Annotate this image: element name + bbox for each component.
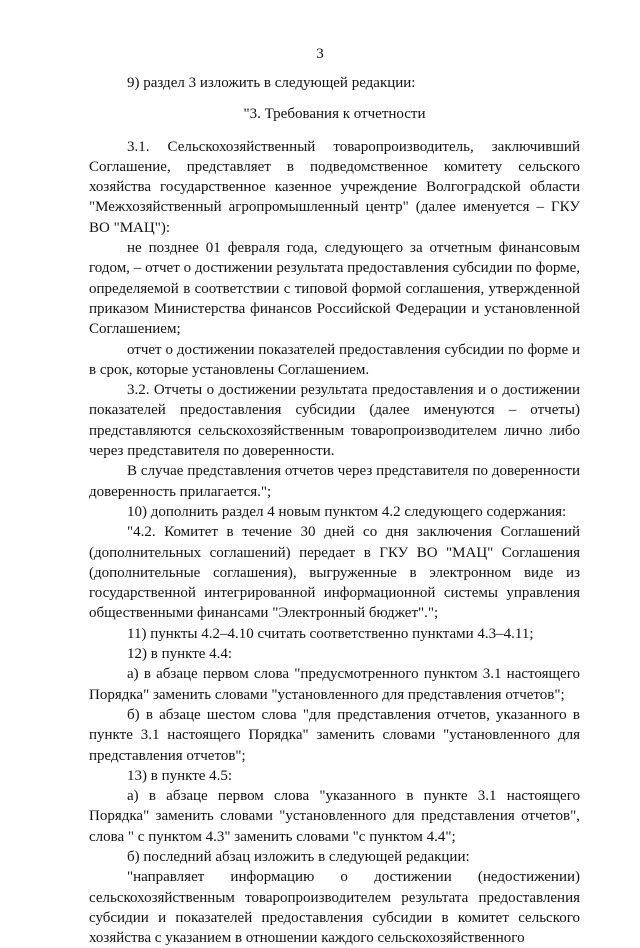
clause-3-1-report-indicators: отчет о достижении показателей предоставления субсидии по форме и в срок, которые установлены Соглашением. — [89, 341, 580, 378]
clause-3-1: 3.1. Сельскохозяйственный товаропроизводитель, заключивший Соглашение, представляет в подведомственное комитету сельского хозяйства государственное казенное учреждение Волгоградской области "Межхозяйственный агропромышленный центр" (далее именуется – ГКУ ВО "МАЦ"): — [89, 138, 580, 236]
amendment-item-11: 11) пункты 4.2–4.10 считать соответственно пунктами 4.3–4.11; — [127, 625, 534, 642]
amendment-13-b: б) последний абзац изложить в следующей редакции: — [127, 848, 470, 865]
clause-4-2: "4.2. Комитет в течение 30 дней со дня заключения Соглашений (дополнительных соглашений) передает в ГКУ ВО "МАЦ" Соглашения (дополнительные соглашения), выгруженные в электронном виде из государственной интегрированной информационной системы управления общественными финансами "Электронный бюджет"."; — [89, 524, 580, 622]
amendment-13-b-text: "направляет информацию о достижении (недостижении) сельскохозяйственным товаропроизводителем результата предоставления субсидии и показателей предоставления субсидии в комитет сельского хозяйства с указанием в отношении каждого сельскохозяйственного — [89, 869, 580, 947]
clause-3-2-proxy: В случае представления отчетов через представителя по доверенности доверенность прилагается."; — [89, 463, 580, 500]
page-number: 3 — [316, 46, 324, 62]
amendment-item-9: 9) раздел 3 изложить в следующей редакции: — [127, 75, 416, 91]
amendment-item-10: 10) дополнить раздел 4 новым пунктом 4.2 следующего содержания: — [127, 503, 567, 520]
section-heading: "3. Требования к отчетности — [243, 106, 426, 123]
clause-3-1-report-result: не позднее 01 февраля года, следующего за отчетным финансовым годом, – отчет о достижении результата предоставления субсидии по форме, определяемой в соответствии с типовой формой соглашения, утвержденной приказом Министерства финансов Российской Федерации и установленной Соглашением; — [89, 240, 580, 338]
amendment-13-a: а) в абзаце первом слова "указанного в пункте 3.1 настоящего Порядка" заменить словами "установленного для представления отчетов", слова " с пунктом 4.3" заменить словами "с пунктом 4.4"; — [89, 788, 580, 845]
amendment-item-13: 13) в пункте 4.5: — [127, 767, 233, 784]
clause-3-2: 3.2. Отчеты о достижении результата предоставления и о достижении показателей предоставления субсидии (далее именуются – отчеты) представляются сельскохозяйственным товаропроизводителем лично либо через представителя по доверенности. — [89, 382, 580, 460]
amendment-item-12: 12) в пункте 4.4: — [127, 646, 233, 663]
amendment-12-a: а) в абзаце первом слова "предусмотренного пунктом 3.1 настоящего Порядка" заменить словами "установленного для представления отчетов"; — [89, 666, 580, 703]
document-body — [89, 73, 580, 948]
amendment-12-b: б) в абзаце шестом слова "для представления отчетов, указанного в пункте 3.1 настоящего Порядка" заменить словами "установленного для представления отчетов"; — [89, 706, 580, 764]
